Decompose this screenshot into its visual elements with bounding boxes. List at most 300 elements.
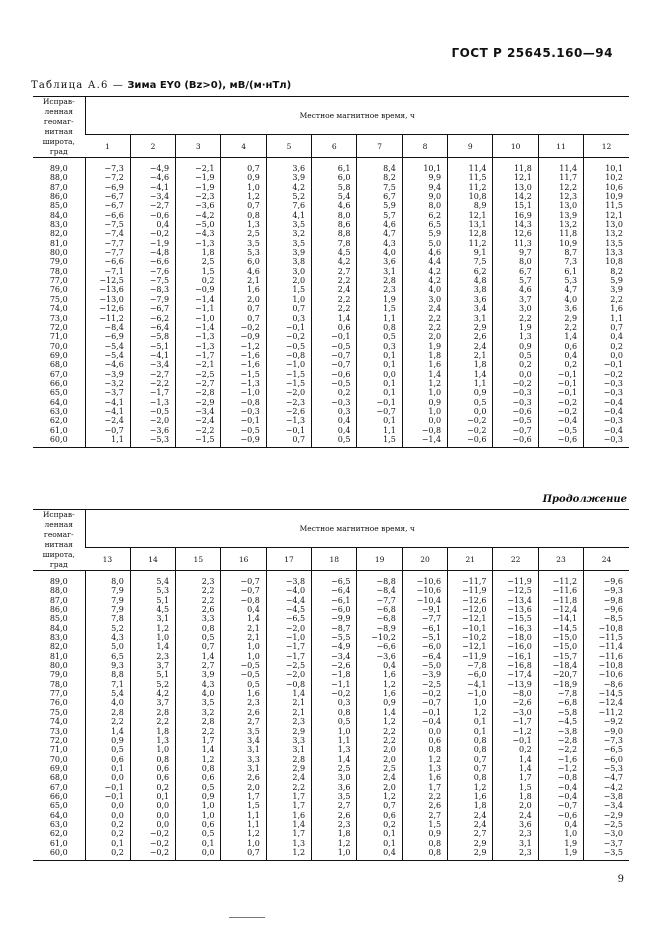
value-cell: 2,2 [357,727,402,736]
latitude-cell: 68,0 [49,360,68,370]
value-cell: 7,5 [448,257,493,266]
value-cell: −1,3 [221,379,266,388]
value-cell: −0,3 [584,435,629,448]
caption-title: Зима EY0 (Bz>0), мВ/(м·нТл) [127,80,292,91]
value-cell: 4,2 [402,267,447,276]
value-cell: 2,7 [312,801,357,810]
value-cell: −1,3 [176,239,221,248]
table-row [33,698,629,707]
value-cell: −7,7 [85,248,130,257]
value-cell: 0,6 [176,820,221,829]
value-cell: −1,1 [176,304,221,313]
value-cell: −0,2 [448,416,493,425]
value-cell: 1,5 [266,285,311,294]
value-cell: 10,8 [448,192,493,201]
value-cell: 1,6 [357,689,402,698]
value-cell: 0,8 [176,624,221,633]
value-cell: 3,9 [266,173,311,182]
value-cell: 4,3 [176,680,221,689]
value-cell: 2,2 [402,792,447,801]
value-cell: 13,0 [493,183,538,192]
value-cell: −2,7 [130,201,175,210]
value-cell: 2,2 [493,314,538,323]
value-cell: −1,3 [176,332,221,341]
latitude-cell: 71,0 [49,745,68,755]
value-cell: 3,5 [176,698,221,707]
latitude-cell: 72,0 [49,735,68,745]
value-cell: −1,4 [402,435,447,448]
value-cell: −2,0 [266,624,311,633]
value-cell: 0,2 [85,829,130,838]
value-cell: −2,9 [584,811,629,820]
value-cell: 5,7 [357,211,402,220]
latitude-cell: 70,0 [49,341,68,351]
value-cell: 1,0 [402,407,447,416]
value-cell: −11,8 [538,596,583,605]
latitude-cell: 84,0 [49,623,68,633]
table-row [33,839,629,848]
value-cell: 5,1 [130,596,175,605]
value-cell: 5,8 [312,183,357,192]
value-cell: 3,1 [221,764,266,773]
value-cell: 1,4 [493,755,538,764]
value-cell: 1,9 [402,342,447,351]
value-cell: 5,9 [402,229,447,238]
latitude-cell: 68,0 [49,773,68,783]
value-cell: 0,1 [85,839,130,848]
latitude-cell: 76,0 [49,285,68,295]
value-cell: 0,5 [85,745,130,754]
value-cell: 1,4 [130,642,175,651]
value-cell: 1,6 [402,360,447,369]
value-cell: −18,9 [538,680,583,689]
value-cell: −7,7 [402,614,447,623]
value-cell: −0,4 [584,398,629,407]
value-cell: 11,8 [538,229,583,238]
value-cell: 0,2 [584,342,629,351]
value-cell: −3,4 [176,407,221,416]
value-cell: 0,6 [312,323,357,332]
latitude-cell: 70,0 [49,754,68,764]
value-cell: 0,2 [493,360,538,369]
value-cell: −11,2 [584,708,629,717]
value-cell: 3,0 [312,773,357,782]
value-cell: −13,6 [493,605,538,614]
value-cell: 3,2 [266,229,311,238]
value-cell: 1,4 [538,332,583,341]
value-cell: −0,8 [221,596,266,605]
value-cell: −0,6 [312,370,357,379]
latitude-cell: 87,0 [49,182,68,192]
value-cell: 3,3 [176,614,221,623]
value-cell: 5,3 [130,586,175,595]
value-cell: −3,9 [402,670,447,679]
value-cell: 5,3 [221,248,266,257]
value-cell: 1,7 [266,792,311,801]
value-cell: 10,1 [584,158,629,174]
table-row [33,351,629,360]
value-cell: −0,9 [176,285,221,294]
value-cell: 2,1 [221,624,266,633]
value-cell: 0,4 [312,416,357,425]
value-cell: 0,0 [85,773,130,782]
value-cell: −6,9 [85,332,130,341]
value-cell: 1,1 [312,736,357,745]
table-row [33,661,629,670]
value-cell: 2,7 [402,811,447,820]
value-cell: −1,2 [538,764,583,773]
latitude-cell: 78,0 [49,679,68,689]
value-cell: −13,9 [493,680,538,689]
value-cell: −0,7 [538,801,583,810]
latitude-cell: 82,0 [49,229,68,239]
value-cell: −6,4 [130,323,175,332]
value-cell: −1,0 [266,633,311,642]
latitude-cell: 63,0 [49,406,68,416]
value-cell: −4,3 [176,229,221,238]
value-cell: −5,8 [130,332,175,341]
value-cell: 0,6 [538,342,583,351]
value-cell: 1,9 [538,839,583,848]
value-cell: 0,2 [85,820,130,829]
value-cell: 2,4 [448,342,493,351]
value-cell: 0,2 [85,848,130,861]
value-cell: −3,5 [584,848,629,861]
value-cell: 8,0 [85,571,130,587]
value-cell: −1,3 [266,416,311,425]
value-cell: 9,3 [85,661,130,670]
value-cell: 0,1 [357,829,402,838]
value-cell: 3,0 [402,295,447,304]
latitude-cell: 64,0 [49,810,68,820]
latitude-cell: 75,0 [49,707,68,717]
value-cell: −7,4 [85,229,130,238]
value-cell: 2,0 [266,276,311,285]
value-cell: 2,2 [176,727,221,736]
value-cell: 13,5 [584,239,629,248]
value-cell: 4,8 [448,276,493,285]
value-cell: 4,4 [402,257,447,266]
value-cell: 0,8 [448,736,493,745]
value-cell: 12,8 [448,229,493,238]
table-row [33,586,629,595]
latitude-cell: 63,0 [49,819,68,829]
value-cell: −0,5 [266,342,311,351]
value-cell: 11,4 [448,158,493,174]
value-cell: 2,8 [130,708,175,717]
value-cell: 3,5 [221,727,266,736]
value-cell: 1,7 [221,792,266,801]
value-cell: −1,0 [448,689,493,698]
value-cell: 0,4 [538,351,583,360]
value-cell: −0,4 [538,416,583,425]
hours-header-row [33,135,629,158]
value-cell: 0,6 [402,736,447,745]
value-cell: 3,3 [266,736,311,745]
value-cell: −0,1 [538,379,583,388]
value-cell: 0,9 [176,792,221,801]
value-cell: 0,1 [176,839,221,848]
value-cell: 0,3 [266,314,311,323]
value-cell: −2,2 [176,426,221,435]
value-cell: −4,8 [130,248,175,257]
value-cell: −7,6 [130,267,175,276]
value-cell: 13,1 [448,220,493,229]
value-cell: 8,9 [448,201,493,210]
value-cell: 2,0 [357,783,402,792]
page-number: 9 [617,874,624,885]
value-cell: 0,9 [448,388,493,397]
value-cell: −11,6 [538,586,583,595]
value-cell: −4,1 [130,183,175,192]
value-cell: −11,7 [448,571,493,587]
value-cell: −0,5 [221,661,266,670]
value-cell: −12,0 [448,605,493,614]
value-cell: 1,2 [312,839,357,848]
value-cell: −0,2 [493,379,538,388]
value-cell: 13,0 [538,201,583,210]
value-cell: 11,8 [493,158,538,174]
value-cell: −12,1 [448,614,493,623]
value-cell: −8,4 [85,323,130,332]
table-row [33,745,629,754]
value-cell: −2,6 [312,661,357,670]
data-table-hours-13-24 [33,509,629,861]
value-cell: −3,6 [176,201,221,210]
value-cell: −0,4 [584,407,629,416]
value-cell: 2,1 [266,708,311,717]
value-cell: −0,2 [538,398,583,407]
value-cell: 3,6 [538,304,583,313]
value-cell: −0,2 [312,689,357,698]
value-cell: 3,4 [221,736,266,745]
value-cell: −2,8 [538,736,583,745]
value-cell: 3,7 [493,295,538,304]
table-row [33,192,629,201]
value-cell: −0,5 [130,407,175,416]
value-cell: −6,7 [85,201,130,210]
value-cell: 2,4 [402,304,447,313]
value-cell: 1,2 [221,192,266,201]
table-row [33,332,629,341]
value-cell: 7,9 [85,586,130,595]
table-row [33,211,629,220]
latitude-cell: 69,0 [49,350,68,360]
value-cell: 12,2 [538,183,583,192]
value-cell: 2,9 [448,839,493,848]
value-cell: 1,2 [402,379,447,388]
latitude-cell: 77,0 [49,689,68,699]
value-cell: 7,9 [85,596,130,605]
value-cell: 8,6 [312,220,357,229]
value-cell: 1,4 [448,370,493,379]
latitude-cell: 61,0 [49,425,68,435]
value-cell: −7,3 [85,158,130,174]
value-cell: 0,1 [357,388,402,397]
value-cell: 2,3 [493,848,538,861]
value-cell: 0,7 [266,304,311,313]
data-table-hours-1-12 [33,96,629,448]
value-cell: 0,9 [357,698,402,707]
value-cell: −0,2 [538,407,583,416]
value-cell: −5,4 [85,351,130,360]
value-cell: −4,1 [85,407,130,416]
value-cell: 0,8 [448,745,493,754]
value-cell: 0,1 [357,379,402,388]
value-cell: 5,9 [584,276,629,285]
value-cell: 2,2 [357,736,402,745]
table-row [33,755,629,764]
value-cell: −0,1 [85,783,130,792]
value-cell: 13,3 [584,248,629,257]
value-cell: 2,2 [176,596,221,605]
value-cell: 1,2 [402,755,447,764]
value-cell: −0,1 [266,426,311,435]
hour-header: 9 [448,135,493,158]
value-cell: 2,5 [357,764,402,773]
value-cell: −9,2 [584,717,629,726]
value-cell: 0,1 [357,839,402,848]
latitude-cell: 79,0 [49,670,68,680]
value-cell: 1,5 [221,801,266,810]
value-cell: 2,0 [221,783,266,792]
value-cell: 6,2 [448,267,493,276]
table-row [33,596,629,605]
value-cell: 1,8 [176,248,221,257]
value-cell: −6,4 [312,586,357,595]
value-cell: 2,6 [312,811,357,820]
value-cell: −1,3 [176,342,221,351]
table-row [33,388,629,397]
value-cell: 1,0 [402,388,447,397]
value-cell: 1,0 [221,839,266,848]
local-time-header: Местное магнитное время, ч [85,97,629,135]
value-cell: −10,2 [357,633,402,642]
value-cell: 3,6 [493,820,538,829]
value-cell: 1,0 [538,829,583,838]
value-cell: 2,3 [493,829,538,838]
value-cell: −1,5 [176,435,221,448]
table-row [33,158,629,174]
value-cell: 3,1 [493,839,538,848]
value-cell: 0,1 [448,717,493,726]
table-body [33,158,629,448]
value-cell: −5,8 [538,708,583,717]
value-cell: −0,4 [538,783,583,792]
hour-header: 6 [312,135,357,158]
caption-label: Таблица А.6 — [31,80,125,91]
latitude-cell: 83,0 [49,220,68,230]
value-cell: 10,2 [584,173,629,182]
value-cell: 11,5 [584,201,629,210]
latitude-cell: 86,0 [49,192,68,202]
value-cell: 1,5 [176,267,221,276]
value-cell: 5,0 [402,239,447,248]
value-cell: 5,1 [130,670,175,679]
value-cell: 4,6 [402,248,447,257]
value-cell: 5,7 [493,276,538,285]
value-cell: 3,7 [130,698,175,707]
table-row [33,407,629,416]
value-cell: −8,9 [357,624,402,633]
value-cell: −2,8 [176,388,221,397]
value-cell: −0,6 [130,211,175,220]
value-cell: 0,7 [221,848,266,861]
value-cell: −0,1 [312,332,357,341]
value-cell: −0,4 [402,717,447,726]
value-cell: −6,6 [357,642,402,651]
value-cell: 1,6 [357,670,402,679]
value-cell: −7,5 [130,276,175,285]
value-cell: 1,0 [221,642,266,651]
value-cell: −6,4 [402,652,447,661]
value-cell: 3,6 [357,257,402,266]
value-cell: 10,8 [584,257,629,266]
value-cell: 2,2 [402,314,447,323]
value-cell: 0,8 [312,708,357,717]
value-cell: 2,4 [357,773,402,782]
value-cell: −6,1 [312,596,357,605]
value-cell: 2,6 [221,708,266,717]
table-row [33,783,629,792]
table-row [33,229,629,238]
value-cell: −5,4 [85,342,130,351]
value-cell: 1,0 [176,811,221,820]
value-cell: 3,0 [266,267,311,276]
table-row [33,323,629,332]
value-cell: 0,8 [402,848,447,861]
value-cell: −3,7 [85,388,130,397]
value-cell: 11,4 [538,158,583,174]
value-cell: −3,4 [130,192,175,201]
value-cell: 1,2 [448,783,493,792]
value-cell: −4,2 [584,783,629,792]
table-row [33,820,629,829]
value-cell: −8,6 [584,680,629,689]
value-cell: 12,6 [493,229,538,238]
table-row [33,829,629,838]
value-cell: −1,8 [312,670,357,679]
value-cell: 0,5 [448,398,493,407]
value-cell: −1,7 [266,652,311,661]
value-cell: −2,3 [176,192,221,201]
hour-header: 7 [357,135,402,158]
value-cell: −2,0 [130,416,175,425]
value-cell: −5,3 [130,435,175,448]
value-cell: 1,3 [130,736,175,745]
value-cell: 2,4 [493,811,538,820]
value-cell: −8,5 [584,614,629,623]
value-cell: 1,3 [493,332,538,341]
value-cell: −5,3 [584,764,629,773]
value-cell: 0,7 [448,755,493,764]
latitude-cell: 64,0 [49,397,68,407]
table-row [33,435,629,448]
value-cell: 14,3 [493,220,538,229]
hour-header: 14 [130,548,175,571]
value-cell: 1,6 [221,689,266,698]
value-cell: 2,0 [357,755,402,764]
value-cell: 0,4 [357,661,402,670]
latitude-cell: 88,0 [49,586,68,596]
value-cell: 4,0 [402,285,447,294]
value-cell: −1,6 [221,360,266,369]
value-cell: 2,9 [266,764,311,773]
value-cell: −0,7 [221,586,266,595]
value-cell: 2,9 [448,848,493,861]
value-cell: 1,0 [266,295,311,304]
value-cell: 0,0 [493,370,538,379]
